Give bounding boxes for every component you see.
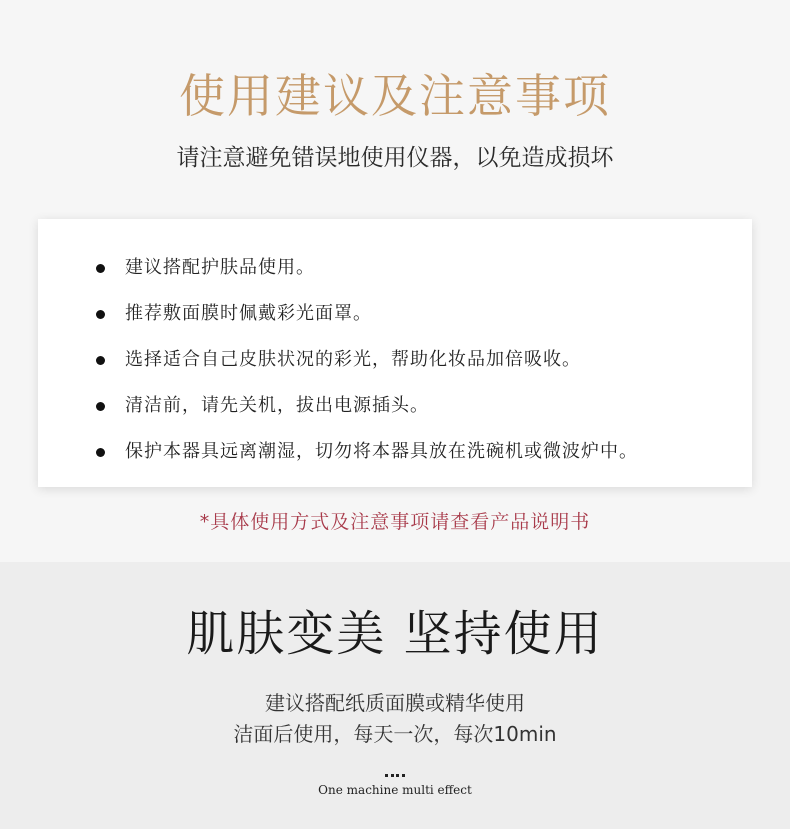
tip-text: 建议搭配护肤品使用。 (125, 257, 315, 278)
promo-headline: 肌肤变美 坚持使用 (186, 606, 604, 662)
bullet-icon (96, 402, 105, 411)
bullet-icon (96, 310, 105, 319)
tip-text: 选择适合自己皮肤状况的彩光，帮助化妆品加倍吸收。 (125, 349, 581, 370)
promo-line-1: 建议搭配纸质面膜或精华使用 (265, 691, 525, 715)
bullet-icon (96, 356, 105, 365)
bullet-icon (96, 448, 105, 457)
tips-list (96, 255, 638, 485)
tip-item (96, 439, 638, 485)
tip-text: 清洁前，请先关机，拔出电源插头。 (125, 395, 429, 416)
tip-text: 推荐敷面膜时佩戴彩光面罩。 (125, 303, 372, 324)
promo-tagline: One machine multi effect (318, 783, 472, 797)
tip-text: 保护本器具远离潮湿，切勿将本器具放在洗碗机或微波炉中。 (125, 441, 638, 462)
promo-line-2: 洁面后使用，每天一次，每次10min (233, 722, 557, 746)
tip-item (96, 347, 638, 393)
section-subtitle: 请注意避免错误地使用仪器，以免造成损坏 (176, 145, 614, 171)
promo-section (0, 562, 790, 829)
dots-divider (385, 774, 405, 777)
tip-item (96, 255, 638, 301)
manual-note: *具体使用方式及注意事项请查看产品说明书 (199, 511, 591, 533)
bullet-icon (96, 264, 105, 273)
tips-card (38, 219, 752, 487)
tip-item (96, 393, 638, 439)
section-title: 使用建议及注意事项 (179, 69, 611, 123)
tip-item (96, 301, 638, 347)
